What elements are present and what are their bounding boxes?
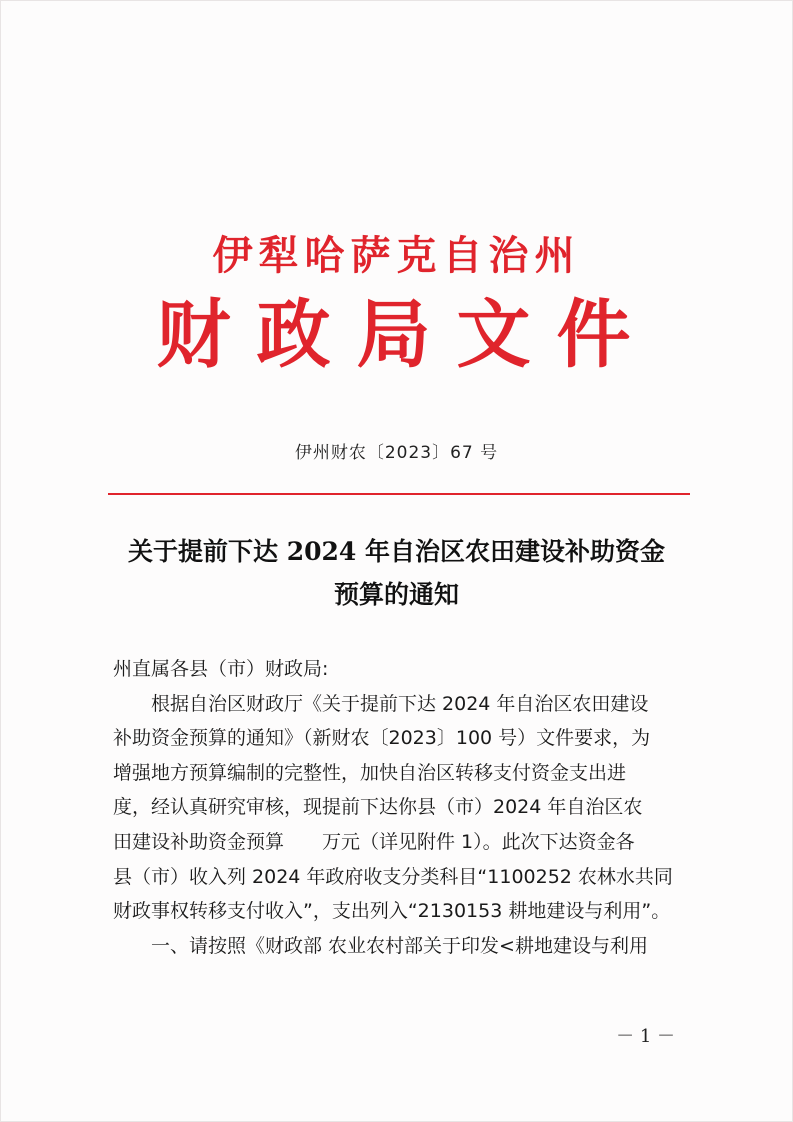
body-line: 财政事权转移支付收入”，支出列入“2130153 耕地建设与利用”。 <box>113 900 671 922</box>
body-line: 田建设补助资金预算 万元（详见附件 1）。此次下达资金各 <box>113 831 635 853</box>
issuer-name: 伊犁哈萨克自治州 <box>212 232 581 279</box>
body-line: 增强地方预算编制的完整性，加快自治区转移支付资金支出进 <box>113 762 627 784</box>
body-line: 根据自治区财政厅《关于提前下达 2024 年自治区农田建设 <box>113 693 649 715</box>
page-number: － 1 － <box>616 1026 675 1047</box>
document-number: 伊州财农〔2023〕67 号 <box>294 443 499 463</box>
document-title-line-2: 预算的通知 <box>333 580 459 609</box>
body-line: 县（市）收入列 2024 年政府收支分类科目“1100252 农林水共同 <box>113 866 673 888</box>
document-title-line-1: 关于提前下达 2024 年自治区农田建设补助资金 <box>128 537 665 566</box>
body-line: 州直属各县（市）财政局: <box>113 658 329 680</box>
body-line: 补助资金预算的通知》（新财农〔2023〕100 号）文件要求，为 <box>113 727 651 749</box>
document-type-heading: 财政局文件 <box>156 292 657 378</box>
red-divider <box>108 493 690 495</box>
body-line: 一、请按照《财政部 农业农村部关于印发<耕地建设与利用 <box>113 935 648 957</box>
body-line: 度，经认真研究审核，现提前下达你县（市）2024 年自治区农 <box>113 796 643 818</box>
